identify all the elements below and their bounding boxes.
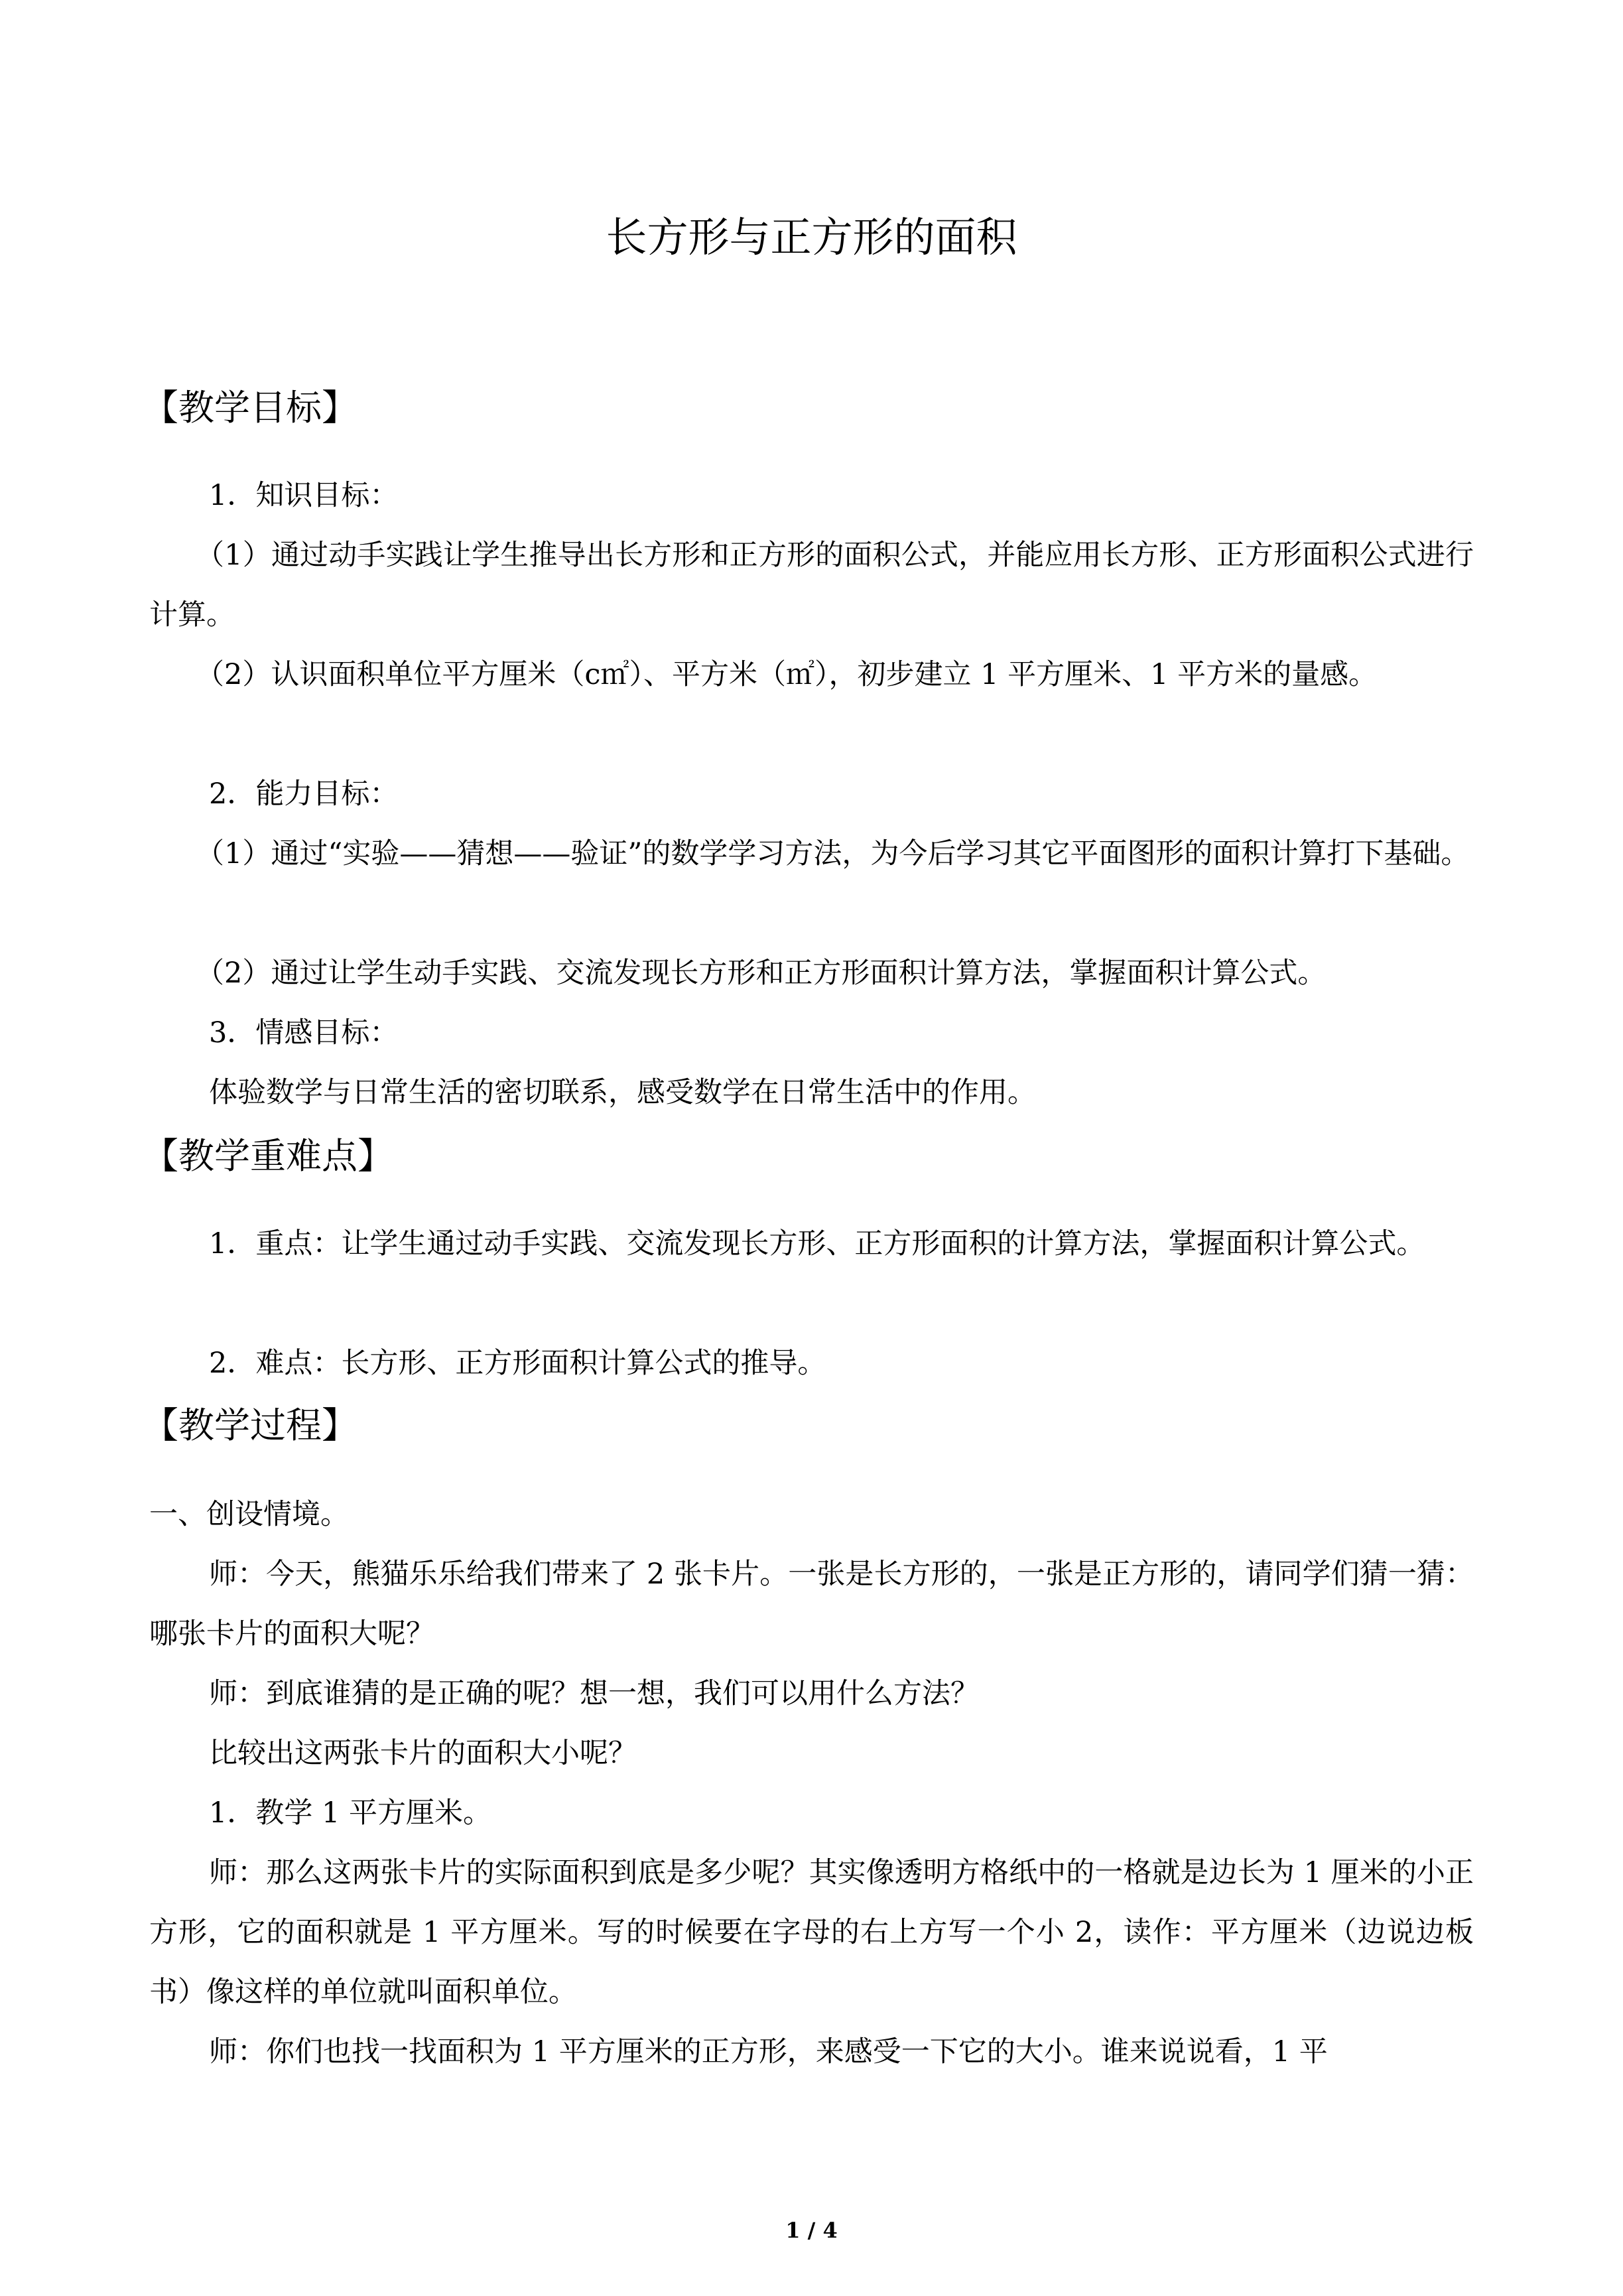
paragraph-process-2: 师：到底谁猜的是正确的呢？想一想，我们可以用什么方法？: [209, 1677, 979, 1710]
section-heading-objectives: 【教学目标】: [143, 387, 357, 429]
paragraph-step-1: 一、创设情境。: [149, 1498, 349, 1531]
paragraph-ability-1: （1）通过“实验——猜想——验证”的数学学习方法，为今后学习其它平面图形的面积计算打下基础。: [196, 837, 1470, 870]
paragraph-key-point-2: 2．难点：长方形、正方形面积计算公式的推导。: [209, 1347, 826, 1380]
paragraph-key-point-1: 1．重点：让学生通过动手实践、交流发现长方形、正方形面积的计算方法，掌握面积计算公式。: [209, 1227, 1425, 1260]
page-number: 1 / 4: [785, 2218, 838, 2243]
paragraph-process-4: 1．教学 1 平方厘米。: [209, 1796, 492, 1830]
paragraph-emotion-1: 体验数学与日常生活的密切联系，感受数学在日常生活中的作用。: [209, 1076, 1036, 1109]
paragraph-knowledge-2: （2）认识面积单位平方厘米（c㎡）、平方米（㎡），初步建立 1 平方厘米、1 平方米的量感。: [196, 658, 1378, 691]
section-heading-process: 【教学过程】: [143, 1404, 357, 1446]
paragraph-process-1: 师：今天，熊猫乐乐给我们带来了 2 张卡片。一张是长方形的，一张是正方形的，请同学们猜一猜：哪张卡片的面积大呢？: [149, 1558, 1474, 1651]
paragraph-process-3: 比较出这两张卡片的面积大小呢？: [209, 1737, 637, 1770]
paragraph-emotion-heading: 3．情感目标：: [209, 1016, 399, 1049]
paragraph-ability-2: （2）通过让学生动手实践、交流发现长方形和正方形面积计算方法，掌握面积计算公式。: [196, 957, 1327, 990]
section-heading-key-points: 【教学重难点】: [143, 1135, 393, 1177]
paragraph-knowledge-heading: 1．知识目标：: [209, 479, 399, 512]
paragraph-knowledge-1: （1）通过动手实践让学生推导出长方形和正方形的面积公式，并能应用长方形、正方形面积公式进行计算。: [149, 539, 1474, 632]
paragraph-process-6: 师：你们也找一找面积为 1 平方厘米的正方形，来感受一下它的大小。谁来说说看，1 平: [209, 2035, 1328, 2068]
document-title: 长方形与正方形的面积: [606, 213, 1017, 261]
paragraph-ability-heading: 2．能力目标：: [209, 777, 399, 811]
paragraph-process-5: 师：那么这两张卡片的实际面积到底是多少呢？其实像透明方格纸中的一格就是边长为 1 厘米的小正方形，它的面积就是 1 平方厘米。写的时候要在字母的右上方写一个小 2，读作：平方厘米（边说边板书）像这样的单位就叫面积单位。: [149, 1856, 1474, 2009]
